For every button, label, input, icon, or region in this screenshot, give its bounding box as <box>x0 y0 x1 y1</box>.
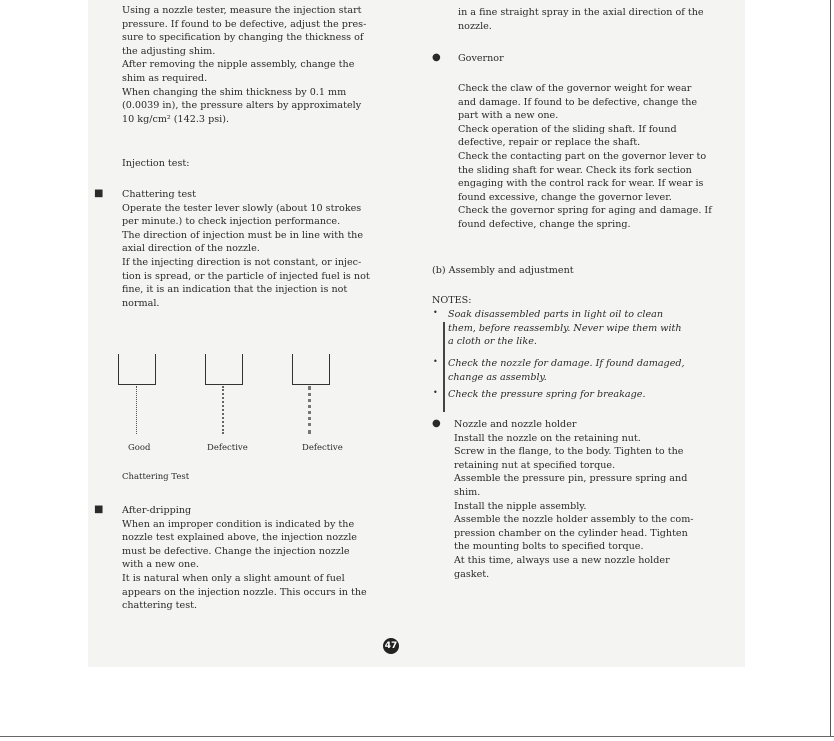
nozzle-holder-section <box>454 418 694 581</box>
nozzle-defective-diagram <box>292 354 330 385</box>
text-line: The direction of injection must be in line with the <box>122 229 364 241</box>
spray-continuation <box>458 6 704 33</box>
spray-defective-1 <box>222 386 224 434</box>
injection-test-heading: Injection test: <box>122 158 190 169</box>
text-line: tion is spread, or the particle of injected fuel is not <box>122 270 370 282</box>
text-line: Check the nozzle for damage. If found damaged, <box>448 358 685 369</box>
text-line: per minute.) to check injection performance. <box>122 216 341 228</box>
notes-margin-bar <box>443 322 445 412</box>
text-line: Install the nozzle on the retaining nut. <box>454 432 641 444</box>
text-line: Assemble the nozzle holder assembly to the com- <box>454 514 694 526</box>
text-line: and damage. If found to be defective, change the <box>458 96 698 108</box>
notes-heading: NOTES: <box>432 295 472 306</box>
text-line: Check the contacting part on the governor lever to <box>458 150 707 162</box>
governor-section <box>458 82 712 232</box>
note-3 <box>448 388 646 402</box>
text-line: At this time, always use a new nozzle holder <box>454 554 670 566</box>
bullet-icon: ■ <box>94 188 104 199</box>
text-line: nozzle. <box>458 20 492 32</box>
text-line: axial direction of the nozzle. <box>122 243 260 255</box>
text-line: It is natural when only a slight amount of fuel <box>122 572 345 584</box>
text-line: (0.0039 in), the pressure alters by approximately <box>122 100 362 112</box>
bullet-icon: • <box>433 308 438 317</box>
text-line: When an improper condition is indicated by the <box>122 518 355 530</box>
figure-label-defective: Defective <box>302 443 343 453</box>
text-line: normal. <box>122 297 160 309</box>
bullet-icon: ● <box>432 418 441 429</box>
text-line: part with a new one. <box>458 110 559 122</box>
figure-label-good: Good <box>128 443 151 453</box>
text-line: engaging with the control rack for wear. If wear is <box>458 178 704 190</box>
spray-good <box>136 386 137 434</box>
figure-caption: Chattering Test <box>122 472 190 482</box>
governor-title: Governor <box>458 53 504 64</box>
nozzle-good-diagram <box>118 354 156 385</box>
text-line: found excessive, change the governor lever. <box>458 191 672 203</box>
text-line: the adjusting shim. <box>122 45 216 57</box>
text-line: Screw in the flange, to the body. Tighten to the <box>454 446 684 458</box>
chattering-test-section <box>122 188 370 310</box>
text-line: with a new one. <box>122 559 199 571</box>
text-line: Check the claw of the governor weight for wear <box>458 83 692 94</box>
text-line: If the injecting direction is not constant, or injec- <box>122 256 362 268</box>
frame-border-bottom <box>0 736 834 737</box>
text-line: Check the governor spring for aging and damage. If <box>458 205 712 217</box>
shim-adjust-paragraph <box>122 4 366 126</box>
page-number-badge: 47 <box>383 638 399 654</box>
note-1 <box>448 308 682 349</box>
after-dripping-title: After-dripping <box>122 505 192 516</box>
figure-label-defective: Defective <box>207 443 248 453</box>
bullet-icon: ■ <box>94 504 104 515</box>
manual-page <box>88 0 745 667</box>
text-line: the sliding shaft for wear. Check its fork section <box>458 164 692 176</box>
text-line: them, before reassembly. Never wipe them with <box>448 322 682 334</box>
text-line: Operate the tester lever slowly (about 10 strokes <box>122 202 362 214</box>
text-line: defective, repair or replace the shaft. <box>458 137 641 149</box>
text-line: Soak disassembled parts in light oil to clean <box>448 309 664 320</box>
text-line: in a fine straight spray in the axial direction of the <box>458 7 704 18</box>
text-line: shim as required. <box>122 72 208 84</box>
text-line: the mounting bolts to specified torque. <box>454 541 644 553</box>
after-dripping-section <box>122 504 367 613</box>
text-line: a cloth or the like. <box>448 336 537 348</box>
text-line: retaining nut at specified torque. <box>454 459 616 471</box>
chattering-test-title: Chattering test <box>122 189 196 200</box>
text-line: Install the nipple assembly. <box>454 500 587 512</box>
text-line: fine, it is an indication that the injection is not <box>122 284 348 296</box>
text-line: must be defective. Change the injection nozzle <box>122 545 350 557</box>
text-line: After removing the nipple assembly, change the <box>122 59 355 71</box>
text-line: Check operation of the sliding shaft. If found <box>458 123 677 135</box>
text-line: shim. <box>454 486 481 498</box>
text-line: chattering test. <box>122 600 198 612</box>
text-line: 10 kg/cm² (142.3 psi). <box>122 113 229 125</box>
bullet-icon: • <box>433 357 438 366</box>
frame-border-right <box>830 0 831 736</box>
nozzle-holder-title: Nozzle and nozzle holder <box>454 419 577 430</box>
chattering-test-figure <box>88 350 388 470</box>
text-line: appears on the injection nozzle. This occurs in the <box>122 586 367 598</box>
text-line: Using a nozzle tester, measure the injection start <box>122 5 362 16</box>
note-2 <box>448 357 685 384</box>
assembly-adjustment-heading: (b) Assembly and adjustment <box>432 265 574 276</box>
text-line: sure to specification by changing the thickness of <box>122 32 364 44</box>
text-line: Assemble the pressure pin, pressure spring and <box>454 473 688 485</box>
bullet-icon: • <box>433 388 438 397</box>
spray-defective-2 <box>308 386 311 434</box>
text-line: nozzle test explained above, the injection nozzle <box>122 532 357 544</box>
text-line: change as assembly. <box>448 371 547 383</box>
nozzle-defective-diagram <box>205 354 243 385</box>
text-line: When changing the shim thickness by 0.1 mm <box>122 86 347 98</box>
text-line: pressure. If found to be defective, adjust the pres- <box>122 18 367 30</box>
text-line: Check the pressure spring for breakage. <box>448 389 646 400</box>
text-line: pression chamber on the cylinder head. Tighten <box>454 527 688 539</box>
text-line: found defective, change the spring. <box>458 218 631 230</box>
text-line: gasket. <box>454 568 490 580</box>
bullet-icon: ● <box>432 52 441 63</box>
